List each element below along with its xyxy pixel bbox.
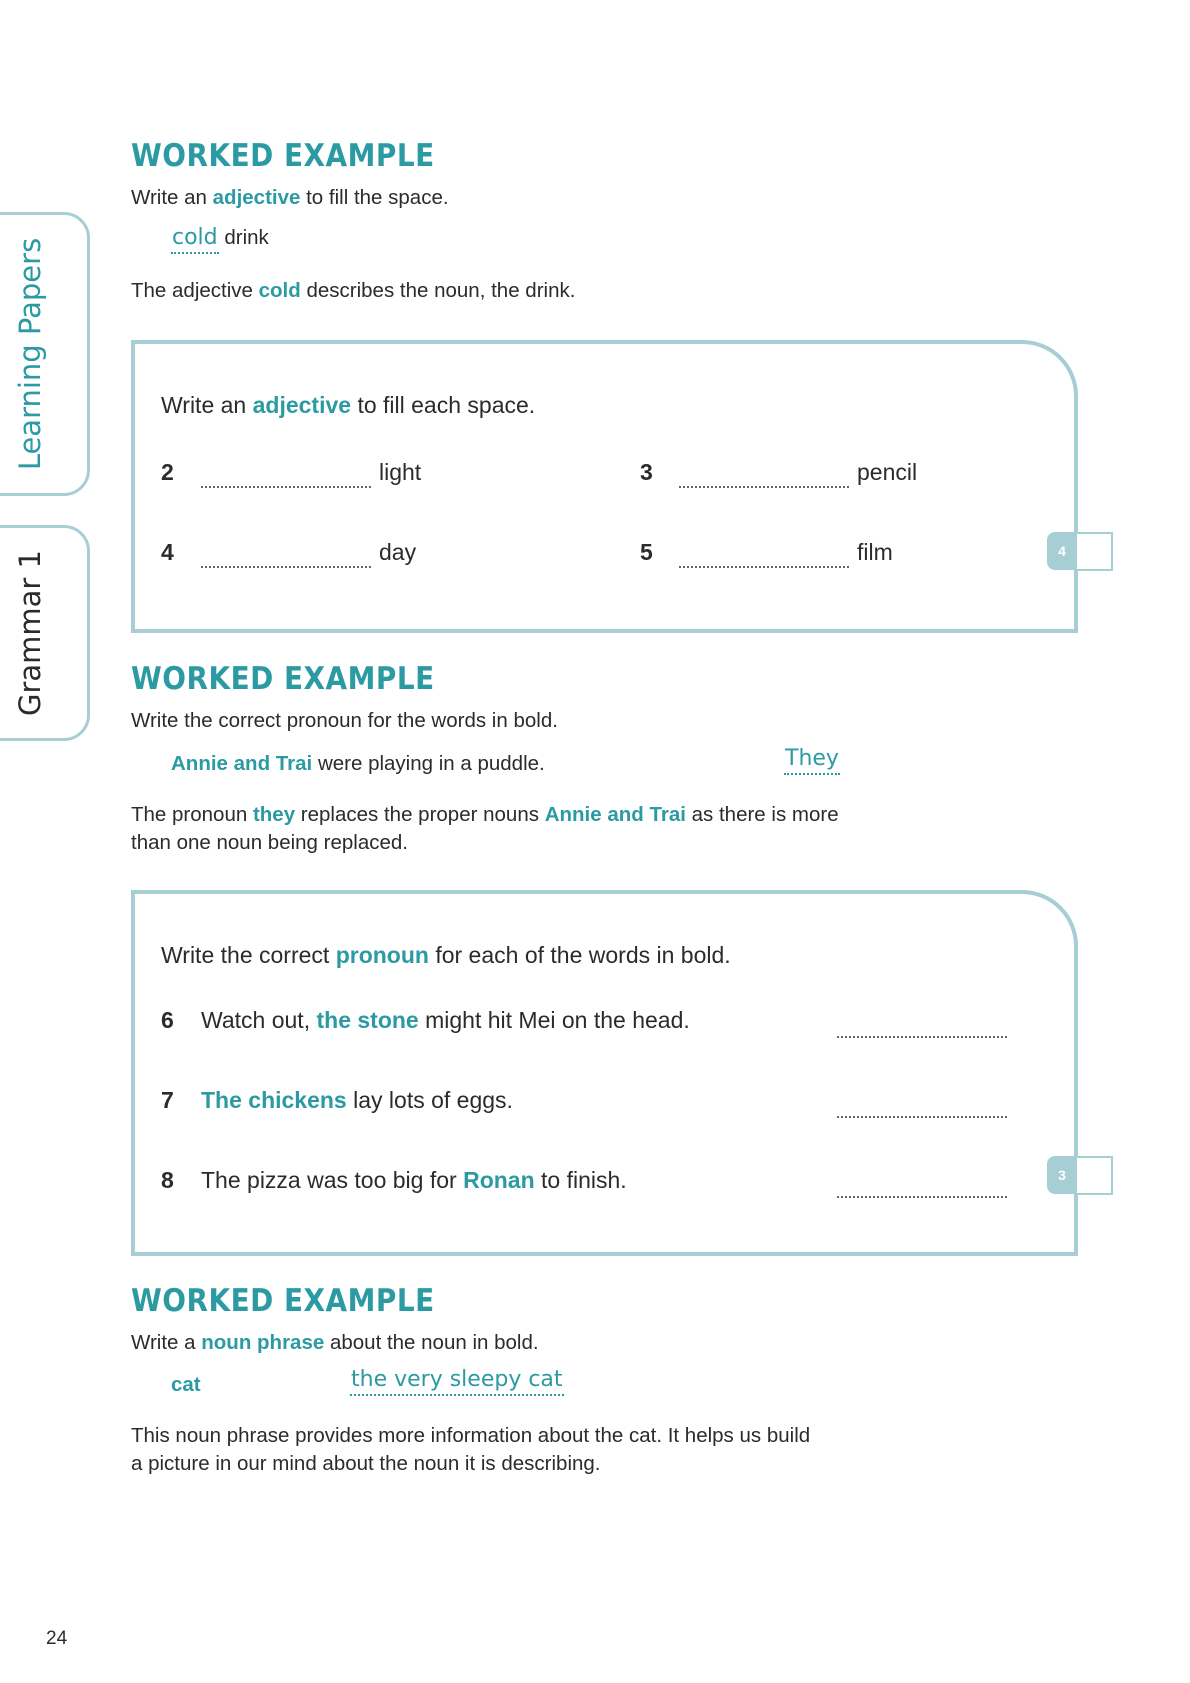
- question-number: 4: [161, 539, 174, 565]
- exercise-prompt: Write an adjective to fill each space.: [161, 392, 536, 418]
- noun-word: light: [379, 459, 422, 485]
- answer-blank[interactable]: [201, 486, 371, 488]
- worked-example-sample: cold drink: [171, 224, 269, 252]
- worked-example-heading: WORKED EXAMPLE: [131, 1283, 435, 1319]
- worked-example-heading: WORKED EXAMPLE: [131, 138, 435, 174]
- worked-example-heading: WORKED EXAMPLE: [131, 661, 435, 697]
- answer-blank[interactable]: [679, 566, 849, 568]
- sample-answer-wrap: [784, 745, 840, 773]
- sample-answer: cold: [171, 225, 219, 254]
- side-tab-label: Learning Papers: [13, 237, 47, 471]
- exercise-box-adjectives: [131, 340, 1078, 633]
- worked-example-explanation: The adjective cold describes the noun, the drink.: [131, 279, 576, 302]
- question-text: The pizza was too big for Ronan to finish.: [201, 1167, 627, 1193]
- noun-word: film: [857, 539, 893, 565]
- question-number: 8: [161, 1167, 174, 1193]
- marks-tab: [1047, 1156, 1114, 1194]
- answer-blank[interactable]: [837, 1036, 1007, 1038]
- question-number: 3: [640, 459, 653, 485]
- marks-count: 4: [1047, 532, 1077, 570]
- worked-example-instruction: Write a noun phrase about the noun in bold.: [131, 1331, 539, 1354]
- worked-example-instruction: Write an adjective to fill the space.: [131, 186, 449, 209]
- question-number: 5: [640, 539, 653, 565]
- worked-example-explanation: This noun phrase provides more information about the cat. It helps us build a picture in our mind about the noun it is describing.: [131, 1424, 811, 1475]
- question-text: Watch out, the stone might hit Mei on the head.: [201, 1007, 690, 1033]
- sample-answer: They: [784, 746, 840, 775]
- answer-blank[interactable]: [837, 1116, 1007, 1118]
- side-tab-learning-papers: [0, 212, 90, 496]
- marks-tab: [1047, 532, 1114, 570]
- marks-count: 3: [1047, 1156, 1077, 1194]
- question-number: 6: [161, 1007, 174, 1033]
- noun-word: pencil: [857, 459, 918, 485]
- bold-noun: cat: [171, 1373, 201, 1396]
- noun-word: day: [379, 539, 417, 565]
- question-number: 2: [161, 459, 174, 485]
- sample-answer-wrap: [350, 1366, 564, 1394]
- sample-answer: the very sleepy cat: [350, 1367, 564, 1396]
- side-tab-grammar: [0, 525, 90, 741]
- answer-blank[interactable]: [679, 486, 849, 488]
- score-box[interactable]: [1077, 1156, 1113, 1195]
- exercise-box-pronouns: [131, 890, 1078, 1256]
- exercise-prompt: Write the correct pronoun for each of the words in bold.: [161, 942, 731, 968]
- side-tab-label: Grammar 1: [13, 549, 47, 717]
- page-number: 24: [46, 1628, 68, 1649]
- worked-example-sample: [171, 1371, 201, 1399]
- question-number: 7: [161, 1087, 174, 1113]
- answer-blank[interactable]: [201, 566, 371, 568]
- worked-example-explanation: The pronoun they replaces the proper nouns Annie and Trai as there is more than one noun being replaced.: [131, 803, 839, 854]
- question-text: The chickens lay lots of eggs.: [201, 1087, 513, 1113]
- score-box[interactable]: [1077, 532, 1113, 571]
- worked-example-sample: Annie and Trai were playing in a puddle.: [171, 752, 545, 775]
- worked-example-instruction: Write the correct pronoun for the words in bold.: [131, 709, 558, 732]
- answer-blank[interactable]: [837, 1196, 1007, 1198]
